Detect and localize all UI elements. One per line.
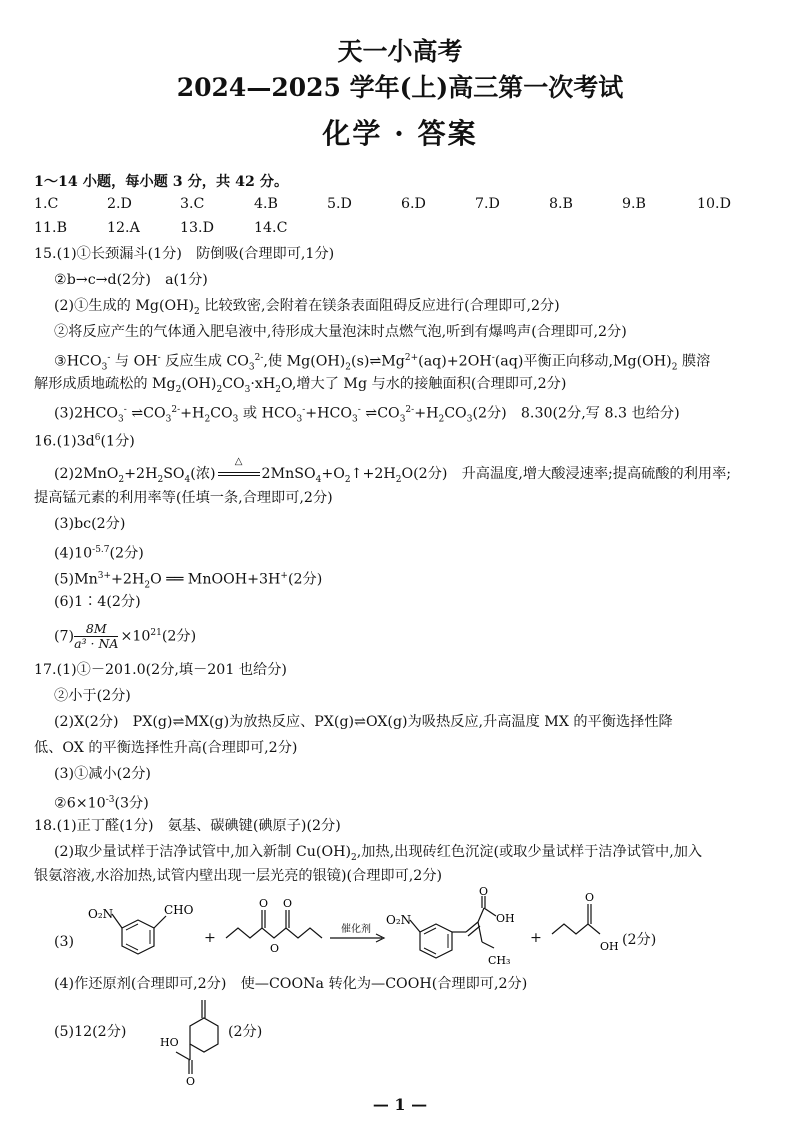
mc-answer: 4.B <box>254 196 278 212</box>
oxygen-label: O <box>270 942 280 954</box>
mc-answer: 11.B <box>34 220 67 236</box>
q18-line: 18.(1)正丁醛(1分) 氨基、碳碘键(碘原子)(2分) <box>34 818 341 834</box>
q17-line: ②小于(2分) <box>54 688 131 704</box>
q18-3-score: (2分) <box>622 932 657 948</box>
mc-answer: 13.D <box>180 220 214 236</box>
q15-line: 15.(1)①长颈漏斗(1分) 防倒吸(合理即可,1分) <box>34 246 335 262</box>
ho-label: HO <box>160 1036 179 1049</box>
q17-line: 17.(1)①－201.0(2分,填－201 也给分) <box>34 662 287 678</box>
q17-line: $②6\times 10^{-3}(3$分) <box>54 795 149 812</box>
q17-line: 低、OX 的平衡选择性升高(合理即可,2分) <box>34 740 298 756</box>
mc-answer: 10.D <box>697 196 731 212</box>
ch3-label: CH₃ <box>488 954 511 967</box>
subject-title: 化学 · 答案 <box>322 117 478 150</box>
exam-title: 2024—2025 学年(上)高三第一次考试 <box>176 73 624 102</box>
q18-line: (4)作还原剂(合理即可,2分) 使—COONa 转化为—COOH(合理即可,2分) <box>54 976 528 992</box>
fraction: $\frac{8M}{\text{a³ · NA}}$ <box>74 621 119 651</box>
mc-answer: 14.C <box>254 220 288 236</box>
q18-5-score: (2分) <box>228 1024 263 1040</box>
mc-answer: 5.D <box>327 196 352 212</box>
cho-label: CHO <box>164 903 194 917</box>
q15-line: (2)①生成的 $Mg(OH)_2$ 比较致密,会附着在镁条表面阻碍反应进行(合理即可,2分) <box>54 298 560 317</box>
catalyst-label: 催化剂 <box>341 924 371 935</box>
butanoic-acid-structure <box>548 890 624 960</box>
q18-line: (5)12(2分) <box>54 1024 127 1040</box>
mc-answer: 12.A <box>107 220 140 236</box>
oxygen-label: O <box>479 886 489 898</box>
q16-line: $16.(1)3d^6(1$分) <box>34 433 135 450</box>
mc-answer: 7.D <box>475 196 500 212</box>
q16-line: (6)1∶4(2分) <box>54 594 141 610</box>
plus-sign: + <box>530 930 542 946</box>
plus-sign: + <box>204 930 216 946</box>
mc-answer: 2.D <box>107 196 132 212</box>
oxygen-label: O <box>283 897 293 910</box>
q16-line: $(5)Mn^{3+}+2H_2O$ ══ MnOOH+3H+(2分) <box>54 571 323 591</box>
mc-answer: 1.C <box>34 196 59 212</box>
q17-line: (3)①减小(2分) <box>54 766 151 782</box>
q18-line: (2)取少量试样于洁净试管中,加入新制 $Cu(OH)_2$,加热,出现砖红色沉淀(或取少量试样于洁净试管中,加入 <box>54 844 703 863</box>
butyric-anhydride-structure <box>222 894 334 954</box>
q18-5-structure <box>156 996 232 1090</box>
no2-label: O₂N <box>88 907 114 921</box>
heat-symbol: △ <box>234 456 243 467</box>
q16-line: 提高锰元素的利用率等(任填一条,合理即可,2分) <box>34 490 333 506</box>
q16-line: (7) $\frac{8M}{\text{a³ · NA}}$ $\times 10^{21}(2$分) <box>54 621 197 651</box>
oxygen-label: O <box>186 1075 196 1088</box>
no2-label: O₂N <box>386 913 412 927</box>
q18-line: 银氨溶液,水浴加热,试管内壁出现一层光亮的银镜)(合理即可,2分) <box>34 868 443 884</box>
oxygen-label: O <box>585 891 595 904</box>
q15-line: $(3)2HCO_3^-$ $\rightleftharpoons CO_3^{2-}+H_2CO_3$ 或 $HCO_3^-+HCO_3^-$ $\rightleftharpoons CO_3^{2-}+H_2CO_3(2$分) 8.30(2分,写 8.3 也给分) <box>54 405 680 425</box>
oxygen-label: O <box>259 897 269 910</box>
mc-intro: 1～14 小题，每小题 3 分，共 42 分。 <box>34 174 289 190</box>
page-number: — 1 — <box>372 1095 428 1114</box>
oh-label: OH <box>600 940 619 953</box>
q16-line: (3)bc(2分) <box>54 516 126 532</box>
q18-3-label: (3) <box>54 934 75 950</box>
exam-org-title: 天一小高考 <box>337 37 463 66</box>
product-structure <box>384 886 524 970</box>
oh-label: OH <box>496 912 515 925</box>
mc-answer: 6.D <box>401 196 426 212</box>
q17-line: (2)X(2分) PX(g)⇌MX(g)为放热反应、PX(g)⇌OX(g)为吸热反应,升高温度 MX 的平衡选择性降 <box>54 714 673 730</box>
q15-line: ②将反应产生的气体通入肥皂液中,待形成大量泡沫时点燃气泡,听到有爆鸣声(合理即可,2分) <box>54 324 627 340</box>
q15-line: ②b→c→d(2分) a(1分) <box>54 272 208 288</box>
q16-line: $(4)10^{-5.7}(2$分) <box>54 545 144 562</box>
q15-line: 解形成质地疏松的 $Mg_2(OH)_2CO_3\cdot xH_2O$,增大了 Mg 与水的接触面积(合理即可,2分) <box>34 376 567 395</box>
mc-answer: 3.C <box>180 196 205 212</box>
q15-line: $③HCO_3^-$ 与 OH- 反应生成 $CO_3^{2-}$,使 $Mg(OH)_2(s)\rightleftharpoons Mg^{2+}(aq)+2OH^-(aq)$平衡正向移动$,Mg(OH)_2$ 膜溶 <box>54 353 711 373</box>
q16-line: $(2)2MnO_2+2H_2SO_4$(浓) △ $2MnSO_4+O_2↑+2H_2O(2$分) 升高温度,增大酸浸速率;提高硫酸的利用率; <box>54 464 731 490</box>
mc-answer: 9.B <box>622 196 646 212</box>
mc-answer: 8.B <box>549 196 573 212</box>
nitrobenzaldehyde-structure <box>86 890 196 970</box>
reaction-arrow-icon <box>328 932 388 944</box>
